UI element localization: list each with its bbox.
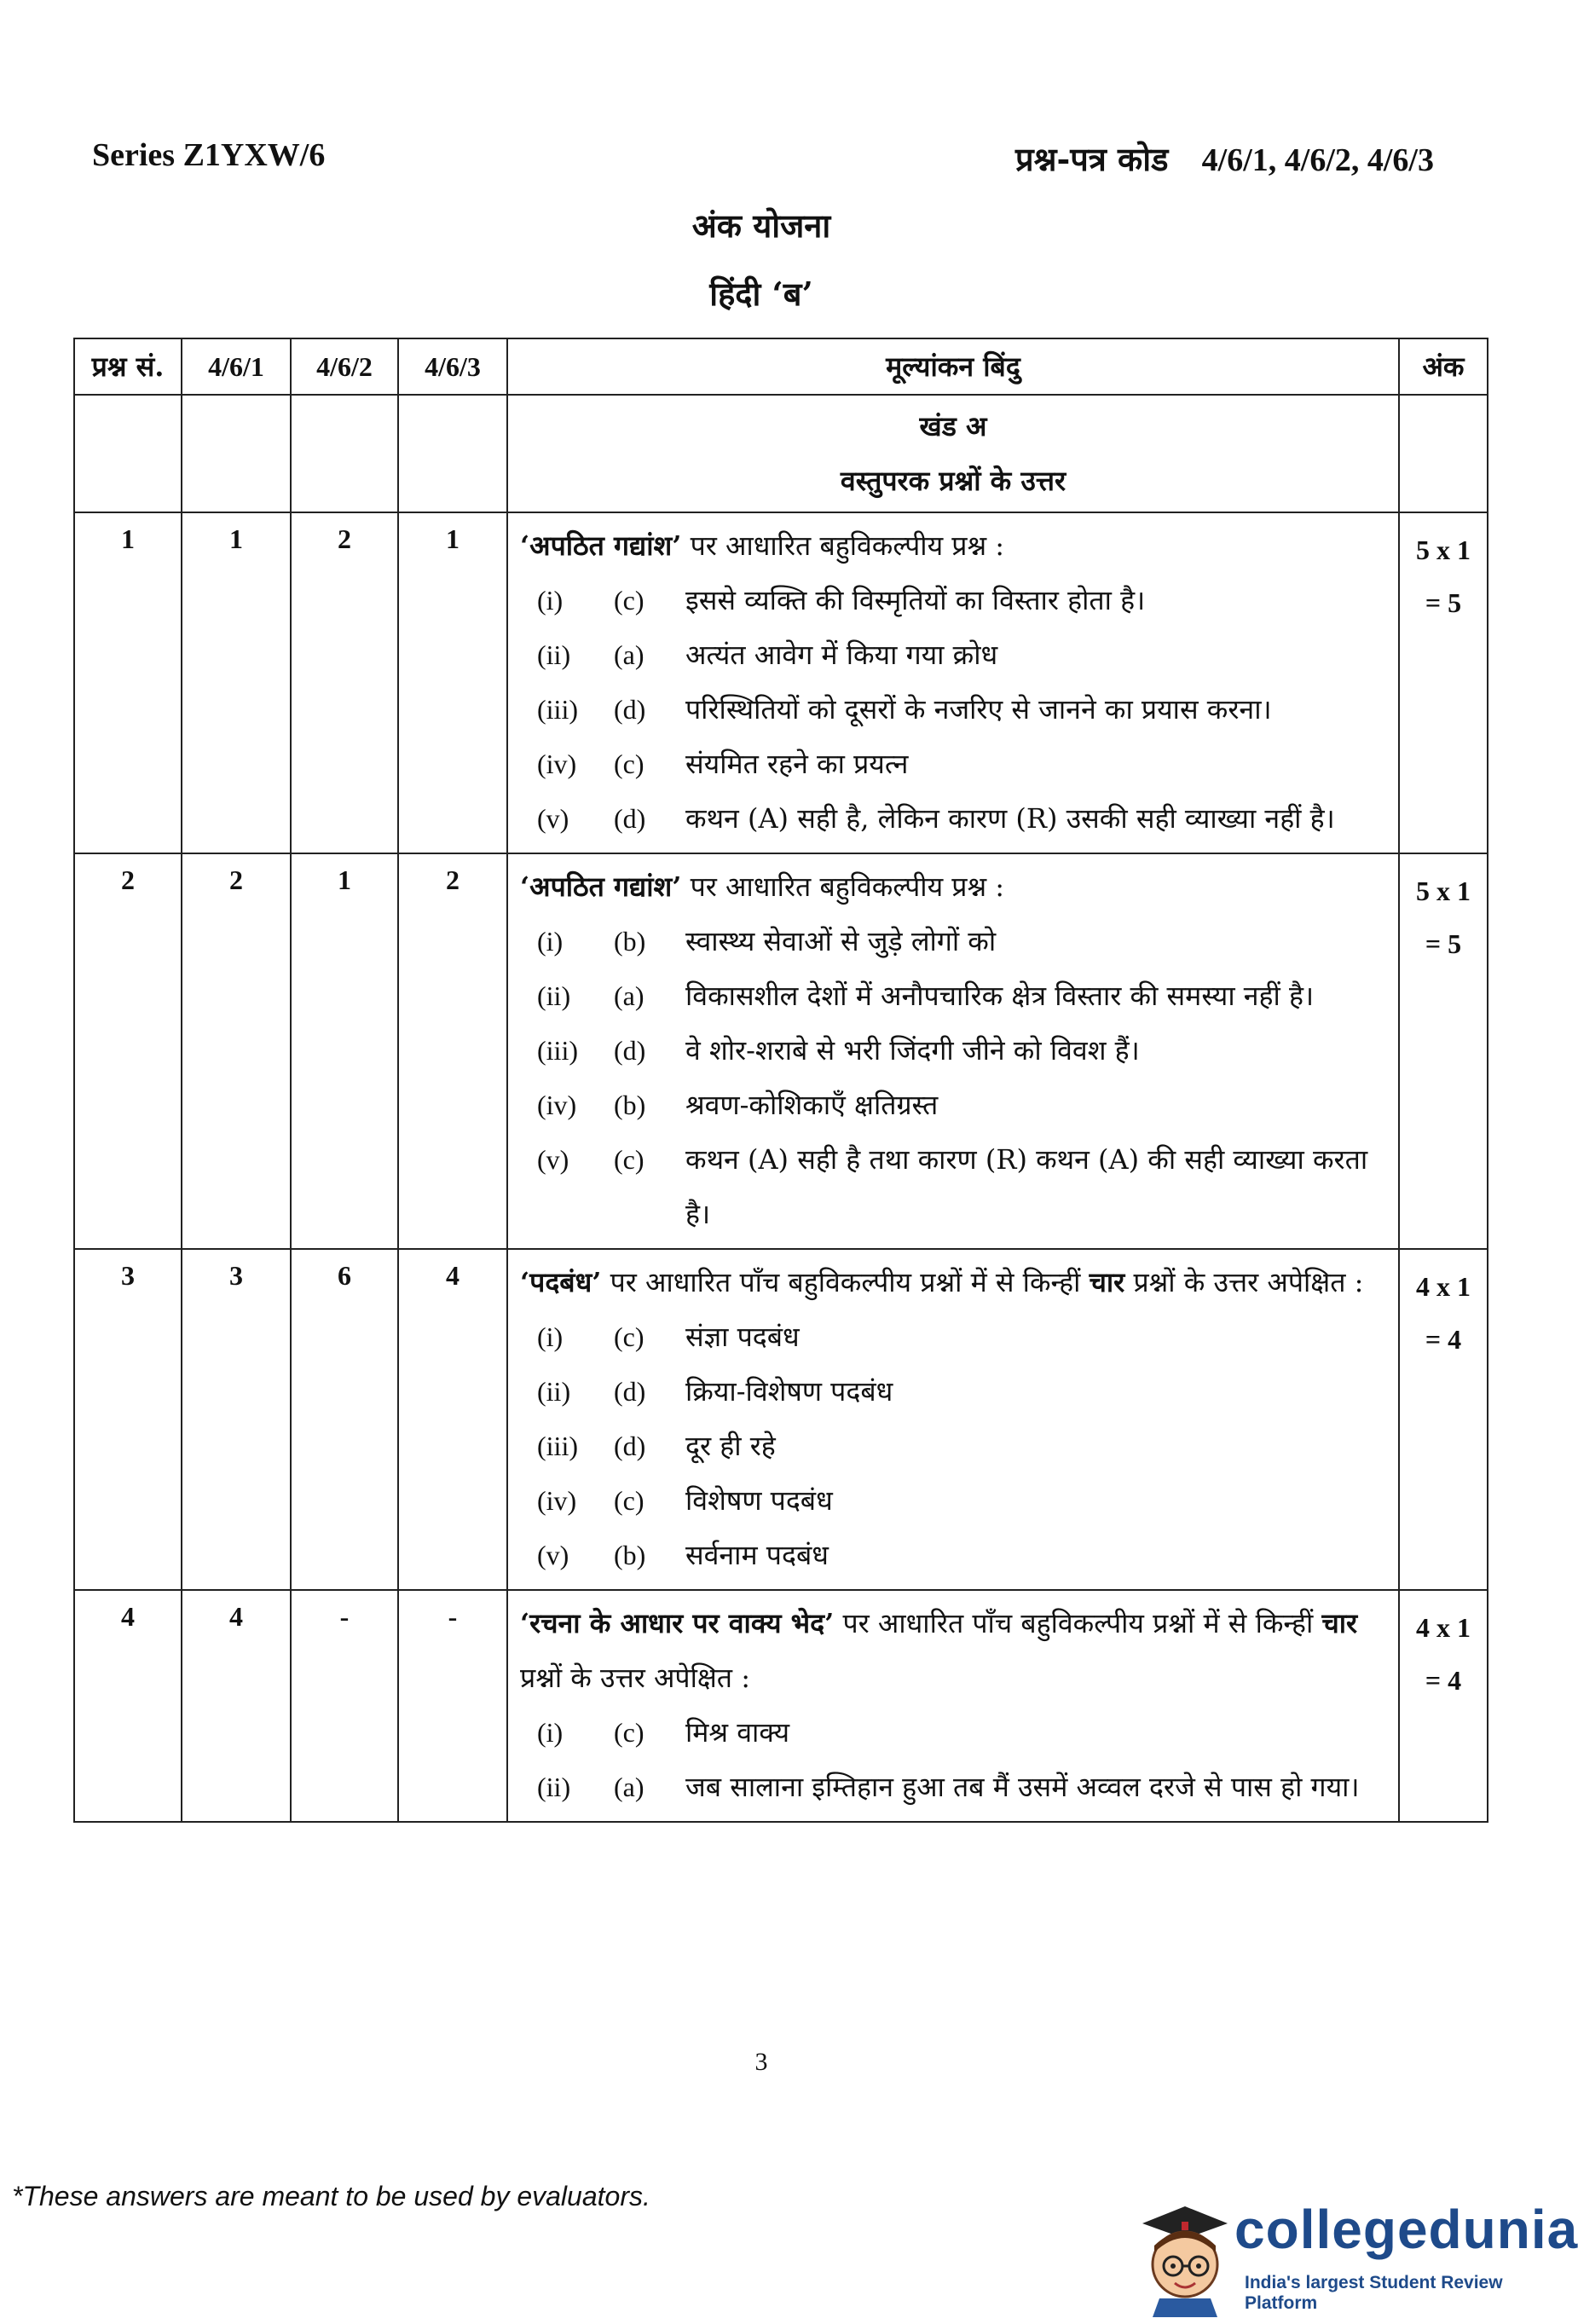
question-number: 4 (74, 1590, 182, 1822)
marks-formula: 4 x 1 (1416, 1271, 1471, 1302)
set-1-number: 1 (182, 512, 291, 853)
col-evaluation-points: मूल्यांकन बिंदु (507, 338, 1399, 395)
marks-total: = 5 (1425, 928, 1462, 959)
heading-emphasis: चार (1321, 1607, 1358, 1639)
heading-topic: ‘पदबंध’ (520, 1266, 602, 1298)
set-1-number: 3 (182, 1249, 291, 1590)
answer-option (520, 737, 1386, 791)
option-letter: (d) (614, 694, 646, 725)
option-letter: (c) (614, 1485, 644, 1516)
answer-option (520, 682, 1386, 737)
set-1-number: 4 (182, 1590, 291, 1822)
option-text: दूर ही रहे (685, 1430, 776, 1462)
question-heading (520, 859, 1386, 914)
answer-option (520, 627, 1386, 682)
option-text: कथन (A) सही है, लेकिन कारण (R) उसकी सही व्याख्या नहीं है। (685, 802, 1335, 835)
option-text: जब सालाना इम्तिहान हुआ तब मैं उसमें अव्वल दरजे से पास हो गया। (685, 1771, 1360, 1803)
question-heading (520, 518, 1386, 573)
option-roman: (i) (537, 585, 564, 616)
heading-topic: ‘रचना के आधार पर वाक्य भेद’ (520, 1607, 835, 1639)
question-number: 2 (74, 853, 182, 1249)
option-letter: (c) (614, 749, 644, 779)
heading-text: पर आधारित बहुविकल्पीय प्रश्न : (681, 870, 1005, 903)
question-heading (520, 1596, 1386, 1705)
heading-text: पर आधारित बहुविकल्पीय प्रश्न : (681, 529, 1005, 562)
option-letter: (d) (614, 1035, 646, 1066)
option-text: कथन (A) सही है तथा कारण (R) कथन (A) की सही व्याख्या करता है। (685, 1143, 1368, 1230)
option-text: परिस्थितियों को दूसरों के नजरिए से जानने का प्रयास करना। (685, 693, 1272, 726)
option-text: संयमित रहने का प्रयत्न (685, 748, 909, 780)
col-marks: अंक (1399, 338, 1488, 395)
option-letter: (c) (614, 585, 644, 616)
table-row (74, 1590, 1488, 1822)
answer-option (520, 791, 1386, 846)
option-text: इससे व्यक्ति की विस्मृतियों का विस्तार होता है। (685, 584, 1146, 616)
heading-text-2: प्रश्नों के उत्तर अपेक्षित : (1124, 1266, 1364, 1298)
option-roman: (v) (537, 803, 569, 834)
answer-option (520, 1078, 1386, 1132)
answer-option (520, 1705, 1386, 1760)
answer-option (520, 573, 1386, 627)
option-letter: (d) (614, 803, 646, 834)
col-question-no: प्रश्न सं. (74, 338, 182, 395)
set-3-number: 1 (398, 512, 507, 853)
option-letter: (d) (614, 1376, 646, 1407)
question-number: 1 (74, 512, 182, 853)
heading-topic: ‘अपठित गद्यांश’ (520, 870, 682, 903)
heading-text-2: प्रश्नों के उत्तर अपेक्षित : (520, 1662, 750, 1694)
marks-total: = 5 (1425, 587, 1462, 618)
option-text: अत्यंत आवेग में किया गया क्रोध (685, 639, 998, 671)
answer-option (520, 914, 1386, 968)
option-text: क्रिया-विशेषण पदबंध (685, 1375, 893, 1408)
option-roman: (i) (537, 926, 564, 957)
paper-code-label: प्रश्न-पत्र कोड (1015, 140, 1169, 178)
question-number: 3 (74, 1249, 182, 1590)
option-roman: (iv) (537, 749, 577, 779)
option-roman: (iii) (537, 1035, 578, 1066)
option-letter: (b) (614, 1540, 646, 1570)
option-roman: (i) (537, 1717, 564, 1748)
col-set-1: 4/6/1 (182, 338, 291, 395)
option-text: विकासशील देशों में अनौपचारिक क्षेत्र विस्तार की समस्या नहीं है। (685, 980, 1315, 1012)
option-letter: (c) (614, 1321, 644, 1352)
answer-option (520, 1419, 1386, 1473)
evaluation-points (507, 1249, 1399, 1590)
option-roman: (iii) (537, 694, 578, 725)
option-roman: (ii) (537, 1772, 571, 1802)
table-row (74, 853, 1488, 1249)
series-label: Series Z1YXW/6 (92, 137, 326, 173)
option-letter: (c) (614, 1144, 644, 1175)
option-letter: (a) (614, 639, 644, 670)
option-letter: (b) (614, 1090, 646, 1120)
paper-code-value: 4/6/1, 4/6/2, 4/6/3 (1201, 142, 1434, 178)
set-3-number: - (398, 1590, 507, 1822)
answer-option (520, 1023, 1386, 1078)
question-heading (520, 1255, 1386, 1309)
col-set-3: 4/6/3 (398, 338, 507, 395)
heading-emphasis: चार (1089, 1266, 1125, 1298)
subject-title: हिंदी ‘ब’ (709, 275, 813, 313)
option-roman: (v) (537, 1144, 569, 1175)
marks-cell (1399, 1249, 1488, 1590)
marks-total: = 4 (1425, 1665, 1462, 1696)
marks-cell (1399, 512, 1488, 853)
option-letter: (d) (614, 1431, 646, 1461)
answer-option (520, 1132, 1386, 1241)
answer-option (520, 968, 1386, 1023)
table-header-row (74, 338, 1488, 395)
collegedunia-logo[interactable] (1125, 2198, 1578, 2317)
option-roman: (iv) (537, 1485, 577, 1516)
option-roman: (iii) (537, 1431, 578, 1461)
table-row (74, 1249, 1488, 1590)
answer-option (520, 1309, 1386, 1364)
heading-text: पर आधारित पाँच बहुविकल्पीय प्रश्नों में से किन्हीं (601, 1266, 1090, 1298)
marks-formula: 5 x 1 (1416, 876, 1471, 906)
evaluation-points (507, 512, 1399, 853)
marking-scheme-table (73, 338, 1488, 1823)
section-row (74, 395, 1488, 512)
answer-option (520, 1528, 1386, 1582)
footer-note: *These answers are meant to be used by evaluators. (12, 2181, 650, 2211)
answer-option (520, 1760, 1386, 1814)
heading-topic: ‘अपठित गद्यांश’ (520, 529, 682, 562)
col-set-2: 4/6/2 (291, 338, 398, 395)
option-text: सर्वनाम पदबंध (685, 1539, 829, 1571)
option-text: वे शोर-शराबे से भरी जिंदगी जीने को विवश हैं। (685, 1034, 1140, 1067)
answer-option (520, 1473, 1386, 1528)
section-subtitle: वस्तुपरक प्रश्नों के उत्तर (840, 465, 1066, 497)
option-roman: (i) (537, 1321, 564, 1352)
marks-formula: 5 x 1 (1416, 535, 1471, 565)
section-title: खंड अ (919, 410, 987, 442)
page-number: 3 (754, 2048, 768, 2076)
set-2-number: 1 (291, 853, 398, 1249)
option-letter: (a) (614, 980, 644, 1011)
scheme-title: अंक योजना (691, 206, 831, 245)
evaluation-points (507, 1590, 1399, 1822)
marks-formula: 4 x 1 (1416, 1612, 1471, 1643)
set-2-number: 6 (291, 1249, 398, 1590)
option-text: श्रवण-कोशिकाएँ क्षतिग्रस्त (685, 1089, 939, 1121)
answer-option (520, 1364, 1386, 1419)
option-letter: (c) (614, 1717, 644, 1748)
option-roman: (v) (537, 1540, 569, 1570)
set-3-number: 2 (398, 853, 507, 1249)
evaluation-points (507, 853, 1399, 1249)
option-letter: (b) (614, 926, 646, 957)
heading-text: पर आधारित पाँच बहुविकल्पीय प्रश्नों में से किन्हीं (834, 1607, 1322, 1639)
option-letter: (a) (614, 1772, 644, 1802)
option-roman: (iv) (537, 1090, 577, 1120)
paper-code (1015, 136, 1434, 181)
table-row (74, 512, 1488, 853)
option-text: संज्ञा पदबंध (685, 1321, 800, 1353)
option-text: मिश्र वाक्य (685, 1716, 790, 1749)
set-3-number: 4 (398, 1249, 507, 1590)
marks-cell (1399, 853, 1488, 1249)
logo-brand: collegedunia (1234, 2199, 1578, 2260)
option-text: विशेषण पदबंध (685, 1484, 833, 1517)
option-roman: (ii) (537, 1376, 571, 1407)
option-roman: (ii) (537, 980, 571, 1011)
marks-cell (1399, 1590, 1488, 1822)
set-2-number: 2 (291, 512, 398, 853)
option-text: स्वास्थ्य सेवाओं से जुड़े लोगों को (685, 925, 997, 957)
set-2-number: - (291, 1590, 398, 1822)
logo-tagline: India's largest Student Review Platform (1245, 2273, 1503, 2313)
marks-total: = 4 (1425, 1324, 1462, 1355)
set-1-number: 2 (182, 853, 291, 1249)
student-mascot-icon (1125, 2198, 1236, 2317)
option-roman: (ii) (537, 639, 571, 670)
